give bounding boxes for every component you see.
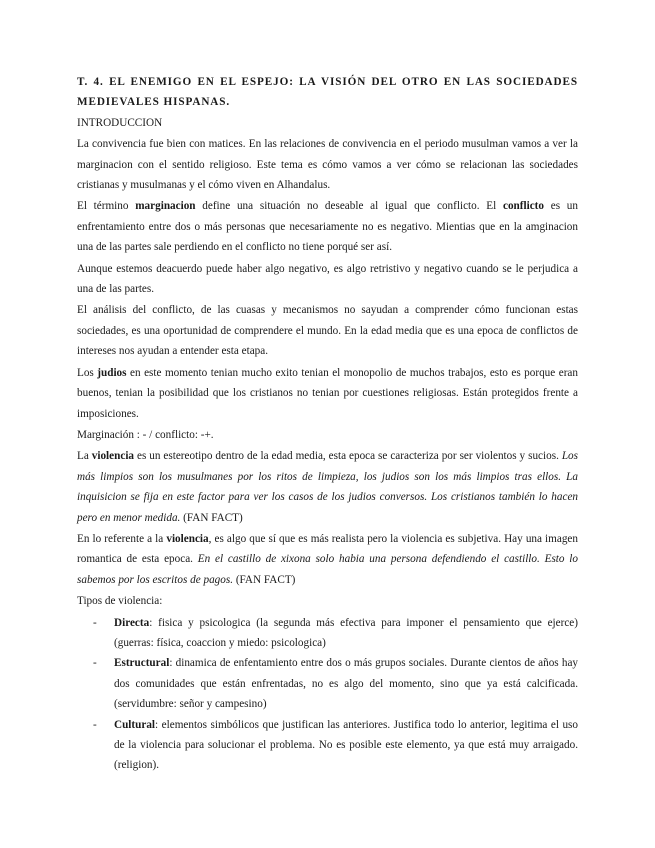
fan-fact-tag: (FAN FACT) — [180, 511, 243, 524]
text-run: La — [77, 450, 92, 463]
paragraph-violencia-realista — [77, 529, 578, 590]
term-cultural: Cultural — [114, 718, 156, 731]
item-text: : elementos simbólicos que justifican las anteriores. Justifica todo lo anterior, legitima el uso de la violencia para solucionar el problema. No es posible este elemento, ya que está muy arraigado. (religion). — [114, 718, 578, 772]
term-conflicto: conflicto — [502, 200, 544, 213]
paragraph-marginacion — [77, 196, 578, 257]
paragraph-judios — [77, 363, 578, 424]
paragraph-convivencia: La convivencia fue bien con matices. En las relaciones de convivencia en el periodo musulman vamos a ver la marginacion con el sentido religioso. Este tema es cómo vamos a ver cómo se relacionan las sociedades cristianas y musulmanas y el cómo viven en Alhandalus. — [77, 138, 578, 192]
document-title: T. 4. EL ENEMIGO EN EL ESPEJO: LA VISIÓN DEL OTRO EN LAS SOCIEDADES MEDIEVALES HISPANAS. — [77, 76, 578, 109]
text-run: El término — [77, 200, 136, 213]
text-run: , es algo que sí que es más realista pero la violencia es subjetiva. Hay una imagen romantica de esta epoca. — [77, 532, 578, 566]
text-run: En lo referente a la — [77, 532, 167, 545]
paragraph-violencia-estereotipo — [77, 446, 578, 528]
dash-bullet: - — [93, 616, 97, 629]
list-item — [77, 653, 578, 714]
violence-types-list — [77, 613, 578, 776]
term-directa: Directa — [114, 616, 150, 629]
text-run: es un enfrentamiento entre dos o más personas que necesariamente no es negativo. Mientias que en la amginacion una de las partes sale perdiendo en el conflicto no tiene porqué ser así. — [77, 200, 578, 254]
text-run: Los — [77, 366, 98, 379]
text-run: define una situación no deseable al igual que conflicto. El — [195, 200, 503, 213]
term-violencia: violencia — [91, 450, 135, 463]
term-violencia: violencia — [166, 532, 209, 545]
italic-note: En el castillo de xixona solo habia una persona defendiendo el castillo. Esto lo sabemos por los escritos de pagos. — [77, 553, 578, 586]
document-page — [77, 72, 578, 776]
list-item — [77, 715, 578, 776]
item-text: : fisica y psicologica (la segunda más efectiva para imponer el pensamiento que ejerce) (guerras: física, coaccion y miedo: psicologica) — [114, 616, 578, 649]
text-run: es un estereotipo dentro de la edad media, esta epoca se caracteriza por ser violentos y sucios. — [134, 450, 562, 463]
paragraph-analisis: El análisis del conflicto, de las cuasas y mecanismos no sayudan a comprender cómo funcionan estas sociedades, es una oportunidad de comprendere el mundo. En la edad media que es una epoca de conflictos de intereses nos ayudan a entender esta etapa. — [77, 304, 578, 358]
item-text: : dinamica de enfentamiento entre dos o más grupos sociales. Durante cientos de años hay dos comunidades que están enfrentadas, no es algo del momento, sino que ya está calcificada. (servidumbre: señor y campesino) — [114, 657, 578, 711]
list-item — [77, 613, 578, 654]
types-label: Tipos de violencia: — [77, 595, 163, 608]
section-heading: INTRODUCCION — [77, 116, 163, 129]
fan-fact-tag: (FAN FACT) — [233, 573, 296, 586]
term-marginacion: marginacion — [135, 200, 196, 213]
term-estructural: Estructural — [114, 657, 170, 670]
dash-bullet: - — [93, 718, 97, 731]
paragraph-aunque: Aunque estemos deacuerdo puede haber algo negativo, es algo retristivo y negativo cuando se le perjudica a una de las partes. — [77, 262, 578, 296]
paragraph-formula: Marginación : - / conflicto: -+. — [77, 428, 214, 441]
term-judios: judios — [97, 366, 127, 379]
text-run: en este momento tenian mucho exito tenian el monopolio de muchos trabajos, esto es porque eran buenos, tenian la posibilidad que los cristianos no tenian por cuestiones religiosas. Están protegidos frente a imposiciones. — [77, 366, 578, 420]
italic-note: Los más limpios son los musulmanes por los ritos de limpieza, los judios son los más limpios tras ellos. La inquisicion se fija en este factor para ver los casos de los judios conversos. Los cristianos también lo hacen pero en menor medida. — [77, 450, 578, 524]
dash-bullet: - — [93, 657, 97, 670]
